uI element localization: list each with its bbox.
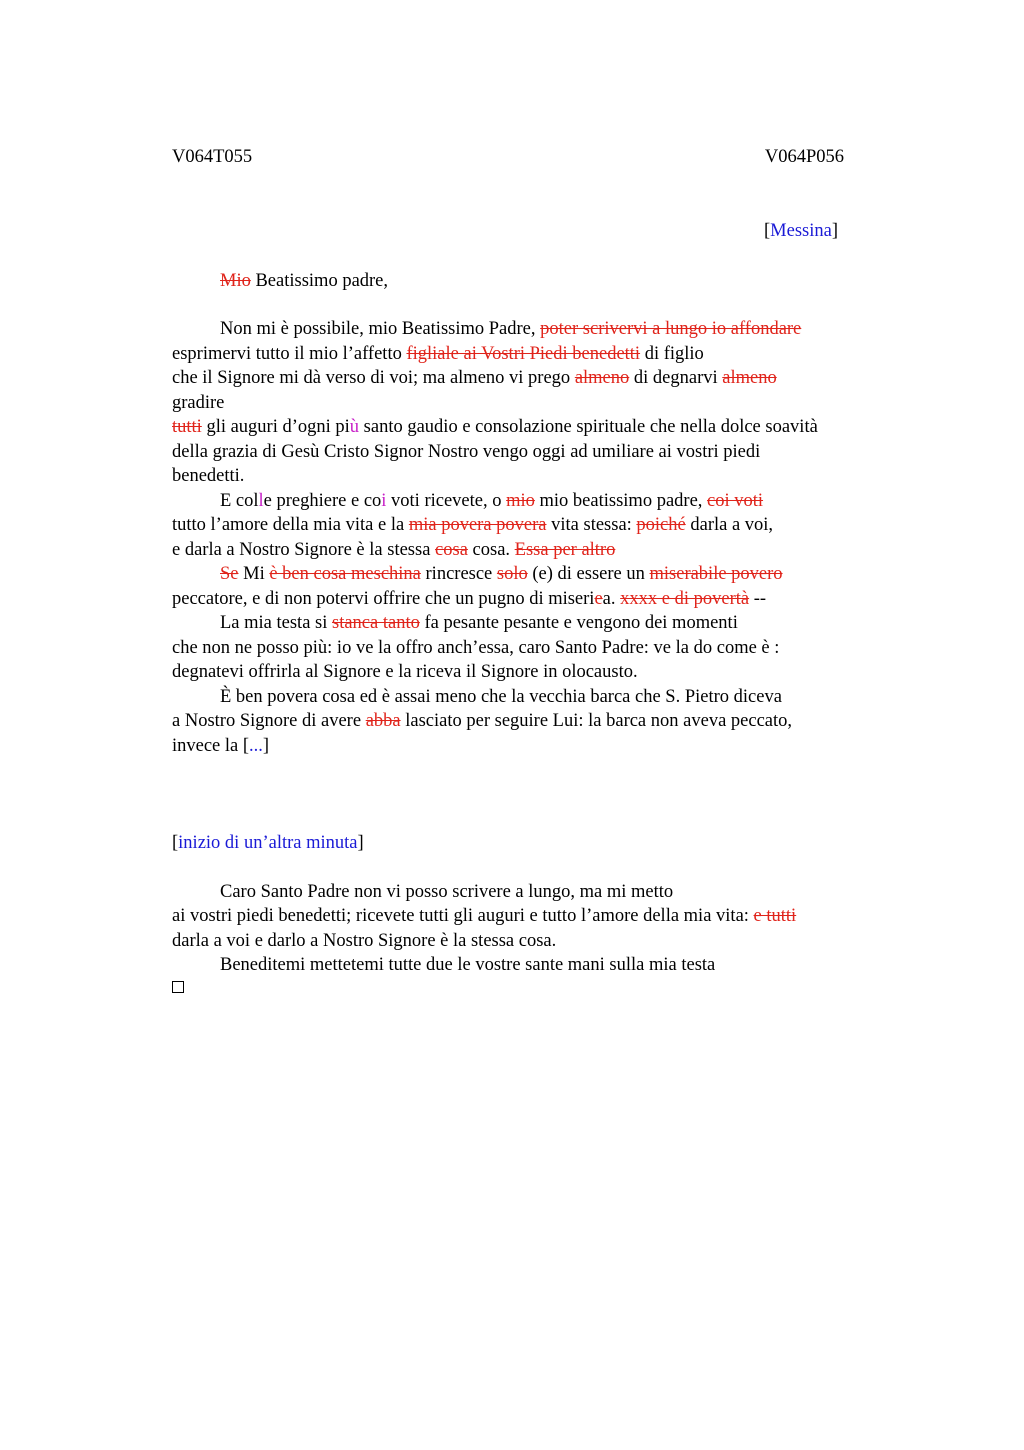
p1-line-6: della grazia di Gesù Cristo Signor Nostro vengo oggi ad umiliare ai vostri piedi [172,442,761,462]
text: La mia testa si [220,613,332,633]
p1-line-5 [172,415,818,439]
text: Non mi è possibile, mio Beatissimo Padre, [220,319,541,339]
deleted-text: tutti [172,417,202,437]
deleted-text: poiché [636,515,686,535]
p1-line-2 [172,342,704,366]
p4-line-2: che non ne posso più: io ve la offro anch’essa, caro Santo Padre: ve la do come è : [172,638,780,658]
bracket-close: ] [262,736,270,756]
text: tutto l’amore della mia vita e la [172,515,409,535]
page-header [172,147,844,168]
p2-line-1 [172,489,763,513]
salutation [172,269,388,293]
p4-line-3: degnatevi offrirla al Signore e la riceva il Signore in olocausto. [172,662,638,682]
text: (e) di essere un [527,564,650,584]
end-mark [172,981,184,994]
text: ai vostri piedi benedetti; ricevete tutti gli auguri e tutto l’amore della mia vita: [172,906,754,926]
text: che il Signore mi dà verso di voi; ma almeno vi prego [172,368,575,388]
deleted-text: Mio [220,271,251,291]
p1-line-1 [172,317,801,341]
text: gli auguri d’ogni pi [201,417,350,437]
text: fa pesante pesante e vengono dei momenti [419,613,738,633]
correction-text: i [381,491,387,511]
deleted-text: almeno [574,368,630,388]
deleted-text: figliale ai Vostri Piedi benedetti [406,344,641,364]
note-text: inizio di un’altra minuta [178,833,358,853]
text: E col [220,491,259,511]
deleted-text: miserabile povero [649,564,783,584]
p1-line-4: gradire [172,393,225,413]
left-code: V064T055 [172,147,253,167]
p2-line-2 [172,513,773,537]
deleted-text: Essa per altro [514,540,616,560]
text: Mi [238,564,270,584]
text: mio beatissimo padre, [534,491,708,511]
deleted-text: xxxx e di povertà [620,589,750,609]
deleted-text: cosa [435,540,468,560]
p5-line-1: È ben povera cosa ed è assai meno che la vecchia barca che S. Pietro diceva [220,687,782,707]
p3-line-1 [172,562,783,586]
bracket-close: ] [831,221,838,241]
text: a. [602,589,621,609]
correction-text: ù [349,417,360,437]
text: di figlio [640,344,704,364]
bracket-open: [ [763,221,771,241]
text: a Nostro Signore di avere [172,711,366,731]
p3-line-2 [172,587,766,611]
text: vita stessa: [546,515,637,535]
place-annotation [764,221,838,242]
correction-text: l [258,491,264,511]
text: e darla a Nostro Signore è la stessa [172,540,436,560]
p6-line-1: Caro Santo Padre non vi posso scrivere a lungo, ma mi metto [220,882,674,902]
p1-line-7: benedetti. [172,466,245,486]
p5-line-2 [172,709,792,733]
text: peccatore, e di non potervi offrire che un pugno di miseri [172,589,595,609]
deleted-text: solo [496,564,528,584]
p2-line-3 [172,538,615,562]
text: lasciato per seguire Lui: la barca non aveva peccato, [400,711,793,731]
deleted-text: mio [506,491,535,511]
place-name: Messina [770,221,832,241]
bracket-close: ] [357,833,364,853]
p4-line-1 [172,611,738,635]
deleted-text: mia povera povera [408,515,547,535]
text: rincresce [420,564,497,584]
deleted-text: poter scrivervi a lungo io affondare [540,319,802,339]
text: -- [749,589,767,609]
bracket-open: [ [242,736,250,756]
text: cosa. [467,540,515,560]
text: esprimervi tutto il mio l’affetto [172,344,407,364]
text: di degnarvi [629,368,723,388]
bracket-open: [ [172,833,179,853]
text: santo gaudio e consolazione spirituale che nella dolce soavità [359,417,818,437]
right-code: V064P056 [764,147,844,167]
deleted-text: almeno [722,368,777,388]
square-icon [172,981,184,993]
text: e preghiere e co [263,491,382,511]
ellipsis: ... [249,736,263,756]
text: darla a voi, [685,515,774,535]
text: voti ricevete, o [386,491,507,511]
p6-line-4: Beneditemi mettetemi tutte due le vostre sante mani sulla mia testa [220,955,716,975]
editorial-note [172,831,364,855]
text: invece la [172,736,243,756]
deleted-text: coi voti [707,491,764,511]
p1-line-3 [172,366,777,390]
p5-line-3 [172,734,269,758]
p6-line-2 [172,904,796,928]
deleted-text: e [594,589,603,609]
deleted-text: Se [220,564,239,584]
deleted-text: stanca tanto [332,613,420,633]
deleted-text: e tutti [753,906,797,926]
deleted-text: abba [365,711,401,731]
deleted-text: è ben cosa meschina [269,564,421,584]
salutation-text: Beatissimo padre, [250,271,389,291]
p6-line-3: darla a voi e darlo a Nostro Signore è la stessa cosa. [172,931,557,951]
